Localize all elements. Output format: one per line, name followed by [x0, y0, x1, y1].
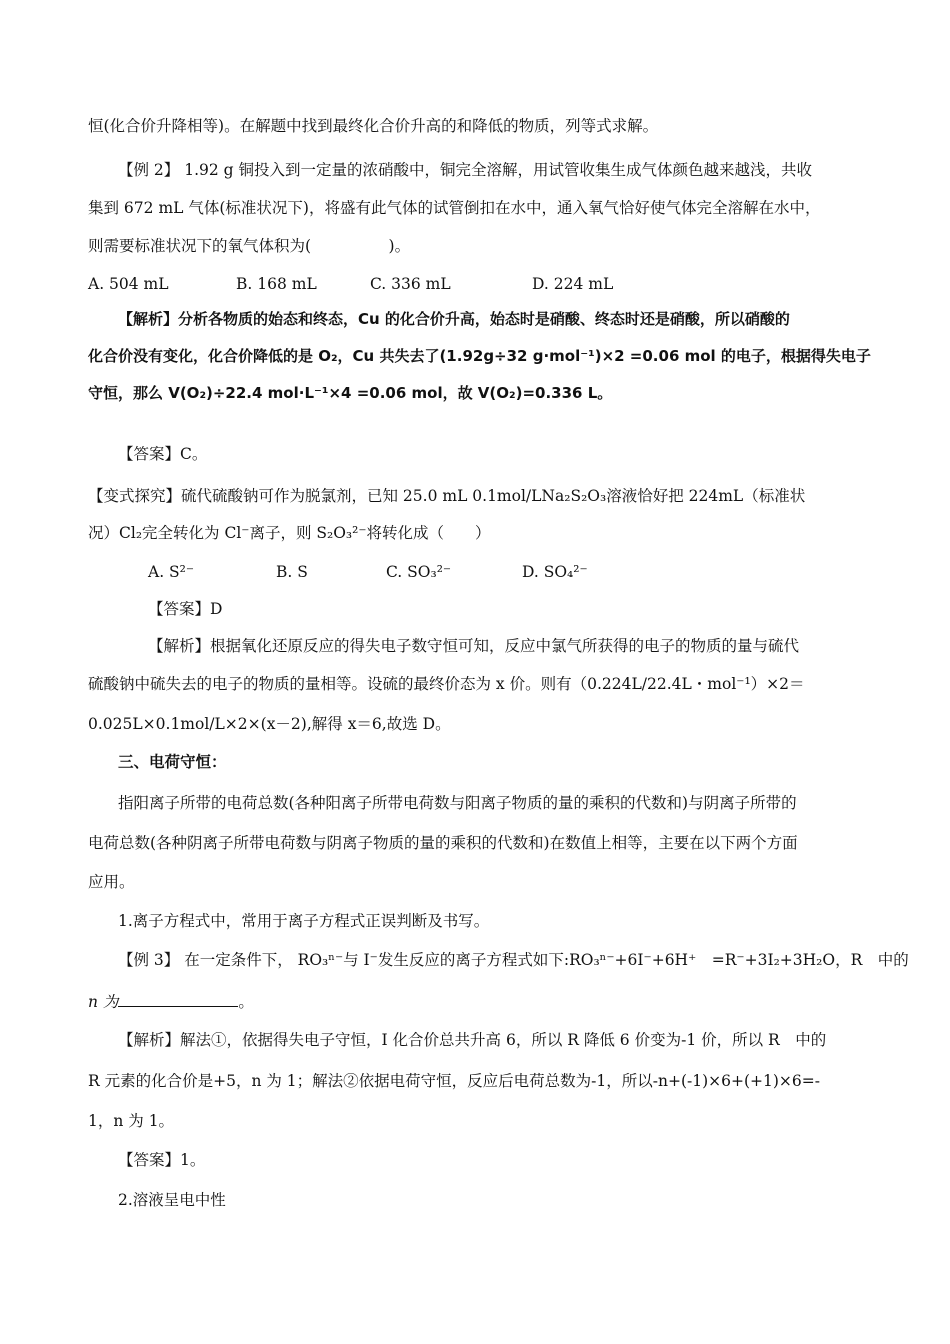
text-line: 电荷总数(各种阴离子所带电荷数与阴离子物质的量的乘积的代数和)在数值上相等，主要在以下两个方面	[88, 834, 798, 852]
variant-option-c: C. SO₃²⁻	[386, 563, 452, 581]
option-d: D. 224 mL	[532, 275, 614, 293]
text-line: 恒(化合价升降相等)。在解题中找到最终化合价升高的和降低的物质，列等式求解。	[88, 117, 659, 135]
answer-line: 【答案】D	[148, 600, 223, 618]
variant-option-d: D. SO₄²⁻	[522, 563, 588, 581]
text-line: 1.离子方程式中，常用于离子方程式正误判断及书写。	[118, 912, 490, 930]
analysis-line: 【解析】根据氧化还原反应的得失电子数守恒可知，反应中氯气所获得的电子的物质的量与硫代	[148, 637, 800, 655]
example-2-question: 【例 2】 1.92 g 铜投入到一定量的浓硝酸中，铜完全溶解，用试管收集生成气体颜色越来越浅，共收	[118, 161, 813, 179]
text-line: 则需要标准状况下的氧气体积为( )。	[88, 237, 411, 255]
option-a: A. 504 mL	[88, 275, 169, 293]
analysis-line: 【解析】分析各物质的始态和终态，Cu 的化合价升高，始态时是硝酸、终态时还是硝酸，所以硝酸的	[118, 310, 790, 328]
analysis-line: 守恒，那么 V(O₂)÷22.4 mol·L⁻¹×4 =0.06 mol，故 V(O₂)=0.336 L。	[88, 384, 613, 402]
answer-line: 【答案】1。	[118, 1151, 206, 1169]
text-line: 指阳离子所带的电荷总数(各种阳离子所带电荷数与阳离子物质的量的乘积的代数和)与阴离子所带的	[118, 794, 797, 812]
period: 。	[238, 993, 254, 1011]
n-label: n 为	[88, 993, 119, 1011]
text-line: 集到 672 mL 气体(标准状况下)，将盛有此气体的试管倒扣在水中，通入氧气恰好使气体完全溶解在水中，	[88, 199, 821, 217]
variant-question: 【变式探究】硫代硫酸钠可作为脱氯剂，已知 25.0 mL 0.1mol/LNa₂S₂O₃溶液恰好把 224mL（标准状	[88, 487, 806, 505]
answer-line: 【答案】C。	[118, 445, 208, 463]
example-3-question: 【例 3】 在一定条件下， RO₃ⁿ⁻与 I⁻发生反应的离子方程式如下:RO₃ⁿ⁻+6I⁻+6H⁺ =R⁻+3I₂+3H₂O，R 中的	[118, 951, 909, 969]
option-b: B. 168 mL	[236, 275, 317, 293]
analysis-line: 硫酸钠中硫失去的电子的物质的量相等。设硫的最终价态为 x 价。则有（0.224L/22.4L・mol⁻¹）×2＝	[88, 675, 805, 693]
variant-option-a: A. S²⁻	[148, 563, 195, 581]
analysis-line: 【解析】解法①，依据得失电子守恒，I 化合价总共升高 6，所以 R 降低 6 价变为-1 价，所以 R 中的	[118, 1031, 827, 1049]
analysis-line: R 元素的化合价是+5，n 为 1；解法②依据电荷守恒，反应后电荷总数为-1，所以-n+(-1)×6+(+1)×6=-	[88, 1072, 820, 1090]
variant-option-b: B. S	[276, 563, 308, 581]
text-line: 况）Cl₂完全转化为 Cl⁻离子，则 S₂O₃²⁻将转化成（ ）	[88, 524, 491, 542]
analysis-line: 1，n 为 1。	[88, 1112, 175, 1130]
text-line: 应用。	[88, 873, 135, 891]
option-c: C. 336 mL	[370, 275, 451, 293]
answer-blank-line	[88, 990, 254, 1012]
analysis-line: 0.025L×0.1mol/L×2×(x－2),解得 x＝6,故选 D。	[88, 715, 451, 733]
text-line: 2.溶液呈电中性	[118, 1191, 226, 1209]
analysis-line: 化合价没有变化，化合价降低的是 O₂，Cu 共失去了(1.92g÷32 g·mol⁻¹)×2 =0.06 mol 的电子，根据得失电子	[88, 347, 871, 365]
section-heading: 三、电荷守恒：	[118, 753, 227, 771]
answer-blank[interactable]	[118, 990, 238, 1007]
